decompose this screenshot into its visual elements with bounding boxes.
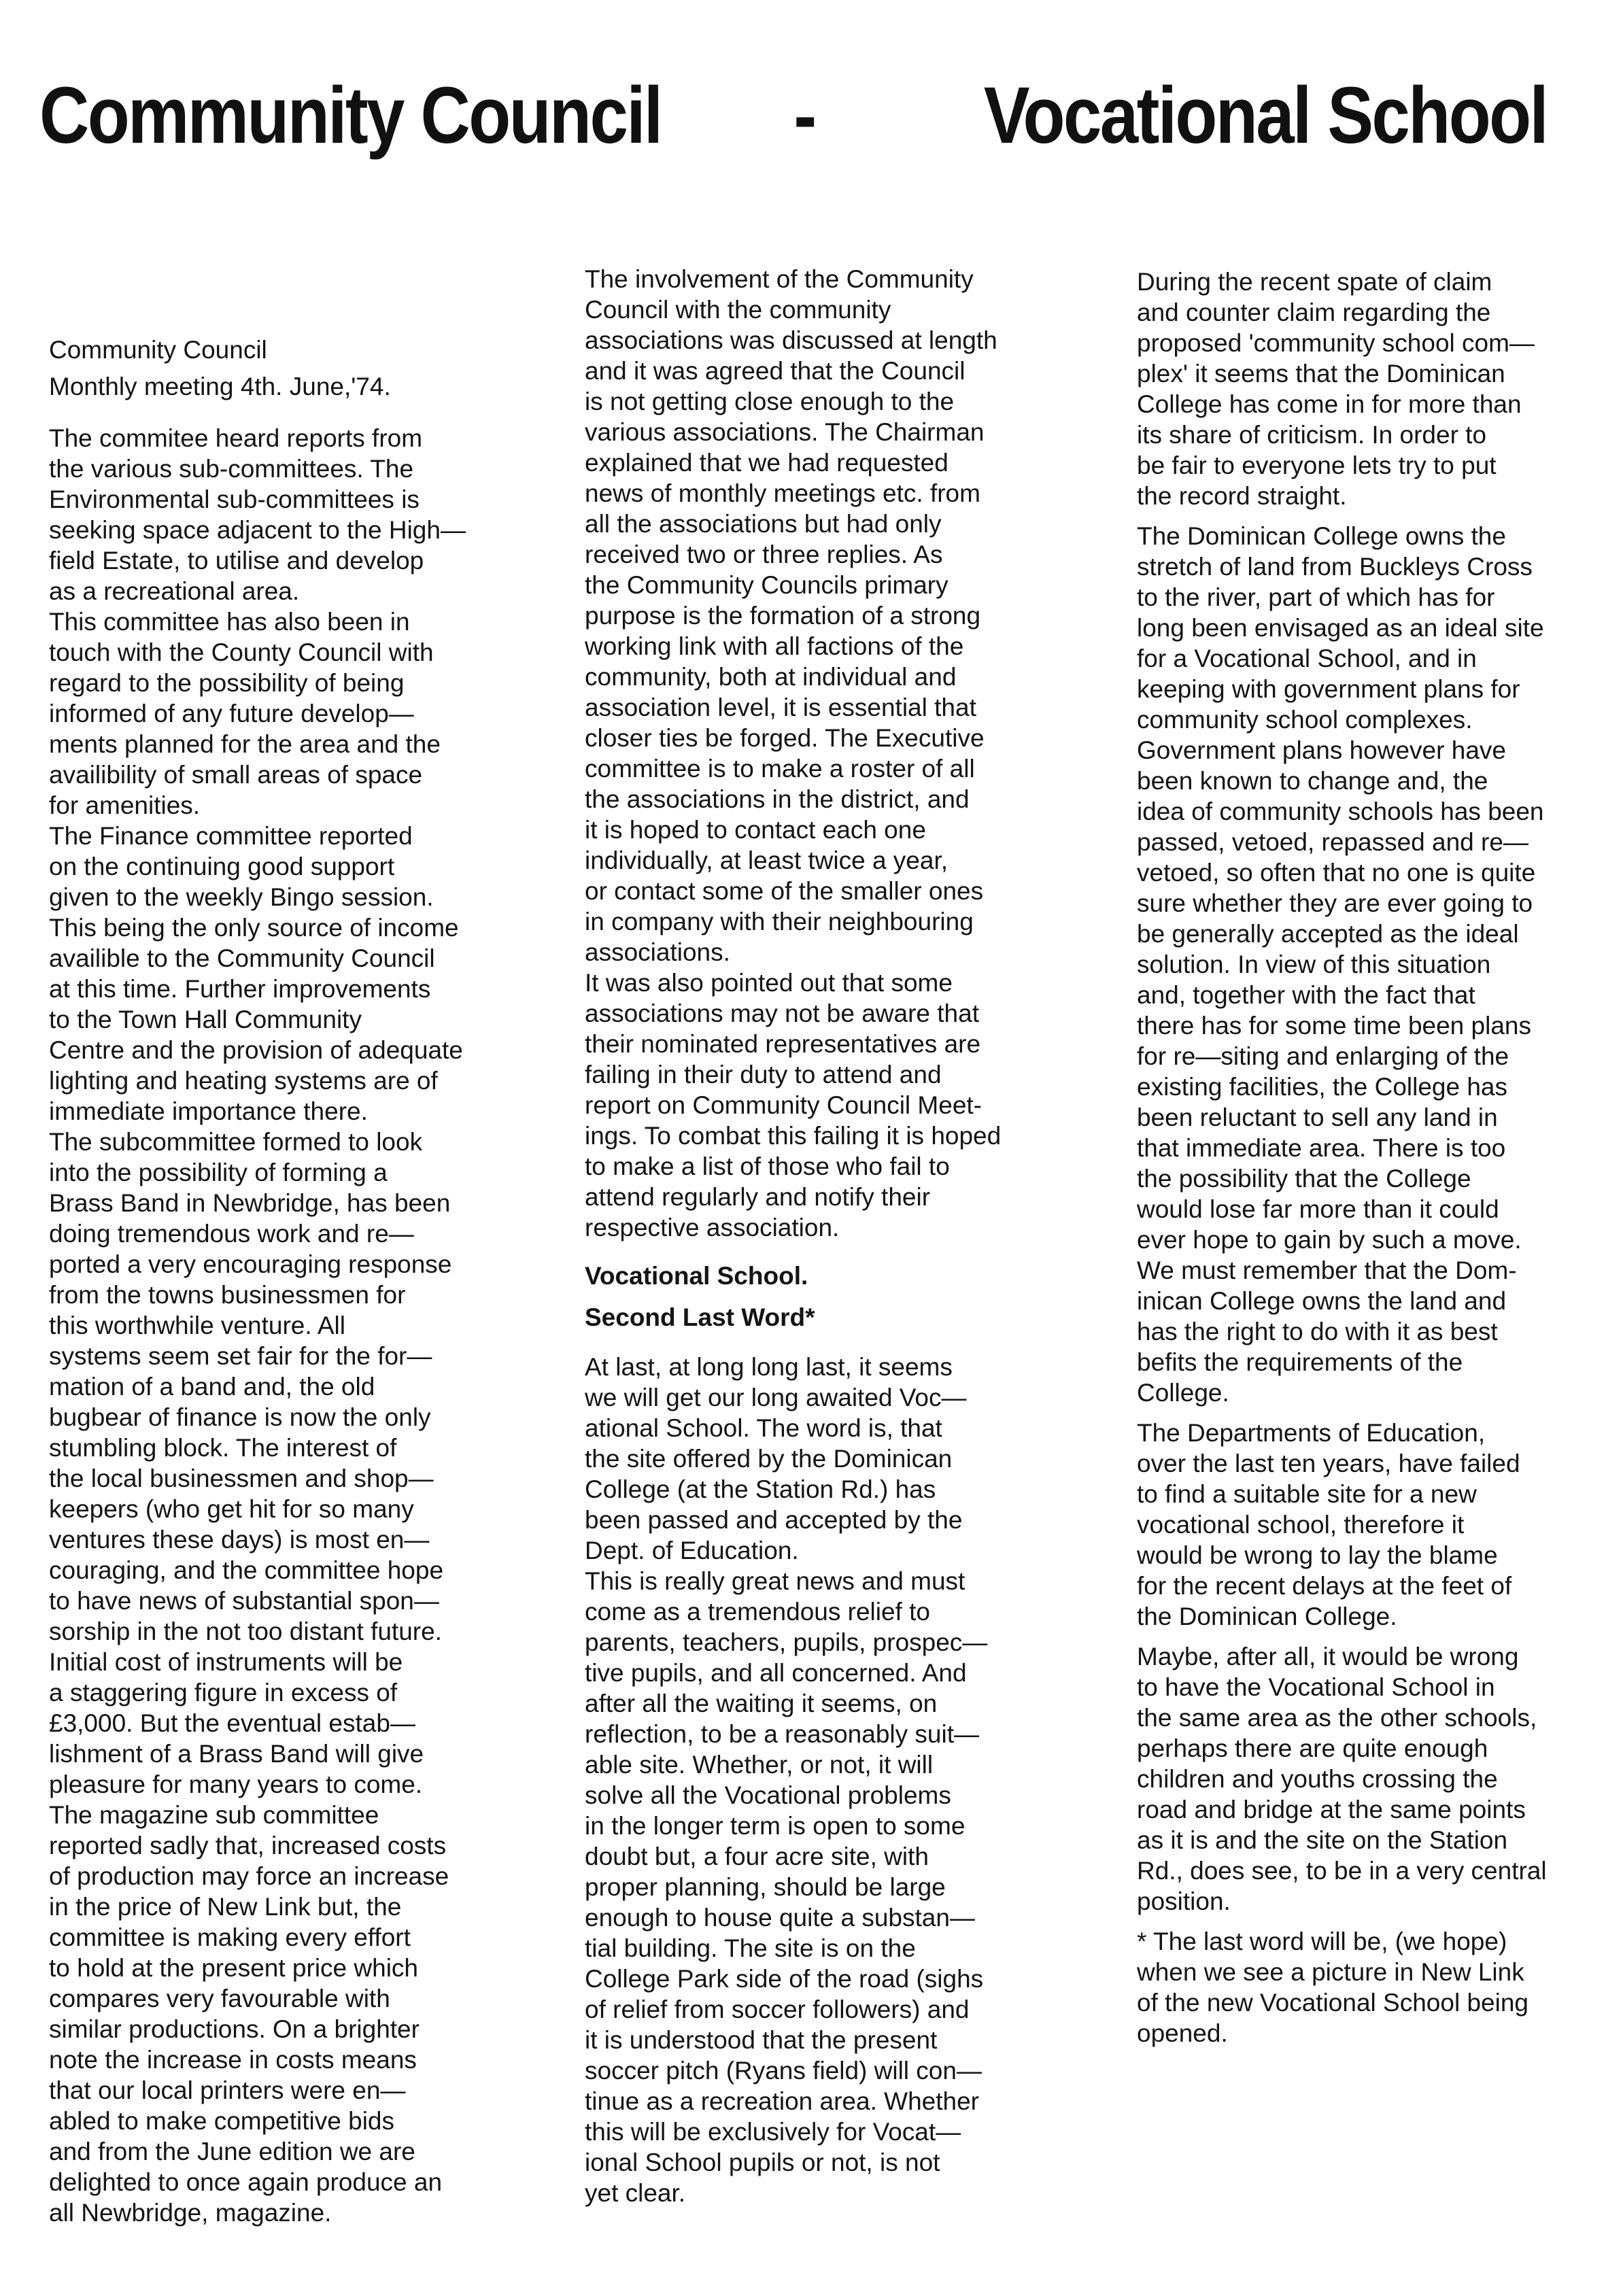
column-2 (585, 264, 1108, 2218)
vocational-subheading: Vocational School. (585, 1262, 808, 1290)
article-paragraph: At last, at long long last, it seems we will get our long awaited Voc— ational School. The word is, that the site offered by the Dominican College (at the Station Rd.) has been passed and accepted by the Dept. of Education. This is really great news and must come as a tremendous relief to parents, teachers, pupils, prospec— tive pupils, and all concerned. And after all the waiting it seems, on reflection, to be a reasonably suit— able site. Whether, or not, it will solve all the Vocational problems in the longer term is open to some doubt but, a four acre site, with proper planning, should be large enough to house quite a substan— tial building. The site is on the College Park side of the road (sighs of relief from soccer followers) and it is understood that the present soccer pitch (Ryans field) will con— tinue as a recreation area. Whether this will be exclusively for Vocat— ional School pupils or not, is not yet clear. (585, 1353, 988, 2207)
headline-left: Community Council (39, 71, 662, 160)
col1-paragraph: The commitee heard reports from the various sub-committees. The Environmental sub-committees is seeking space adjacent to the High— field Estate, to utilise and develop as a recreational area. This committee has also been in touch with the County Council with regard to the possibility of being informed of any future develop— ments planned for the area and the availibility of small areas of space for amenities. The Finance committee reported on the continuing good support given to the weekly Bingo session. This being the only source of income availible to the Community Council at this time. Further improvements to the Town Hall Community Centre and the provision of adequate lighting and heating systems are of immediate importance there. The subcommittee formed to look into the possibility of forming a Brass Band in Newbridge, has been doing tremendous work and re— ported a very encouraging response from the towns businessmen for this worthwhile venture. All systems seem set fair for the for— mation of a band and, the old bugbear of finance is now the only stumbling block. The interest of the local businessmen and shop— keepers (who get hit for so many ventures these days) is most en— couraging, and the committee hope to have news of substantial spon— sorship in the not too distant future. Initial cost of instruments will be a staggering figure in excess of £3,000. But the eventual estab— lishment of a Brass Band will give pleasure for many years to come. The magazine sub committee reported sadly that, increased costs of production may force an increase in the price of New Link but, the committee is making every effort to hold at the present price which compares very favourable with similar productions. On a brighter note the increase in costs means that our local printers were en— abled to make competitive bids and from the June edition we are delighted to once again produce an all Newbridge, magazine. (49, 424, 466, 2227)
headline-right: Vocational School (983, 71, 1548, 160)
second-last-word-subheading: Second Last Word* (585, 1303, 815, 1331)
headline-dash: - (793, 71, 815, 160)
column-1 (49, 332, 552, 2238)
section-heading: Community Council (49, 336, 267, 364)
col3-paragraph: Maybe, after all, it would be wrong to have the Vocational School in the same area as the other schools, perhaps there are quite enough children and youths crossing the road and bridge at the same points as it is and the site on the Station Rd., does see, to be in a very central position. (1137, 1643, 1547, 1915)
col3-paragraph: During the recent spate of claim and counter claim regarding the proposed 'community school com— plex' it seems that the Dominican College has come in for more than its share of criticism. In order to be fair to everyone lets try to put the record straight. (1137, 268, 1535, 510)
col3-paragraph: The Departments of Education, over the last ten years, have failed to find a suitable site for a new vocational school, therefore it would be wrong to lay the blame for the recent delays at the feet of the Dominican College. (1137, 1419, 1520, 1630)
col2-paragraph: The involvement of the Community Council with the community associations was discussed at length and it was agreed that the Council is not getting close enough to the various associations. The Chairman explained that we had requested news of monthly meetings etc. from all the associations but had only received two or three replies. As the Community Councils primary purpose is the formation of a strong working link with all factions of the community, both at individual and association level, it is essential that closer ties be forged. The Executive committee is to make a roster of all the associations in the district, and it is hoped to contact each one individually, at least twice a year, or contact some of the smaller ones in company with their neighbouring associations. It was also pointed out that some associations may not be aware that their nominated representatives are failing in their duty to attend and report on Community Council Meet- ings. To combat this failing it is hoped to make a list of those who fail to attend regularly and notify their respective association. (585, 265, 1002, 1241)
column-3 (1137, 267, 1616, 2058)
meeting-date: Monthly meeting 4th. June,'74. (49, 373, 391, 400)
page-headline (39, 68, 1548, 163)
footnote: * The last word will be, (we hope) when we see a picture in New Link of the new Vocational School being opened. (1137, 1927, 1528, 2047)
col3-paragraph: The Dominican College owns the stretch of land from Buckleys Cross to the river, part of which has for long been envisaged as an ideal site for a Vocational School, and in keeping with government plans for community school complexes. Government plans however have been known to change and, the idea of community schools has been passed, vetoed, repassed and re— vetoed, so often that no one is quite sure whether they are ever going to be generally accepted as the ideal solution. In view of this situation and, together with the fact that there has for some time been plans for re—siting and enlarging of the existing facilities, the College has been reluctant to sell any land in that immediate area. There is too the possibility that the College would lose far more than it could ever hope to gain by such a move. We must remember that the Dom- inican College owns the land and has the right to do with it as best befits the requirements of the College. (1137, 522, 1544, 1407)
